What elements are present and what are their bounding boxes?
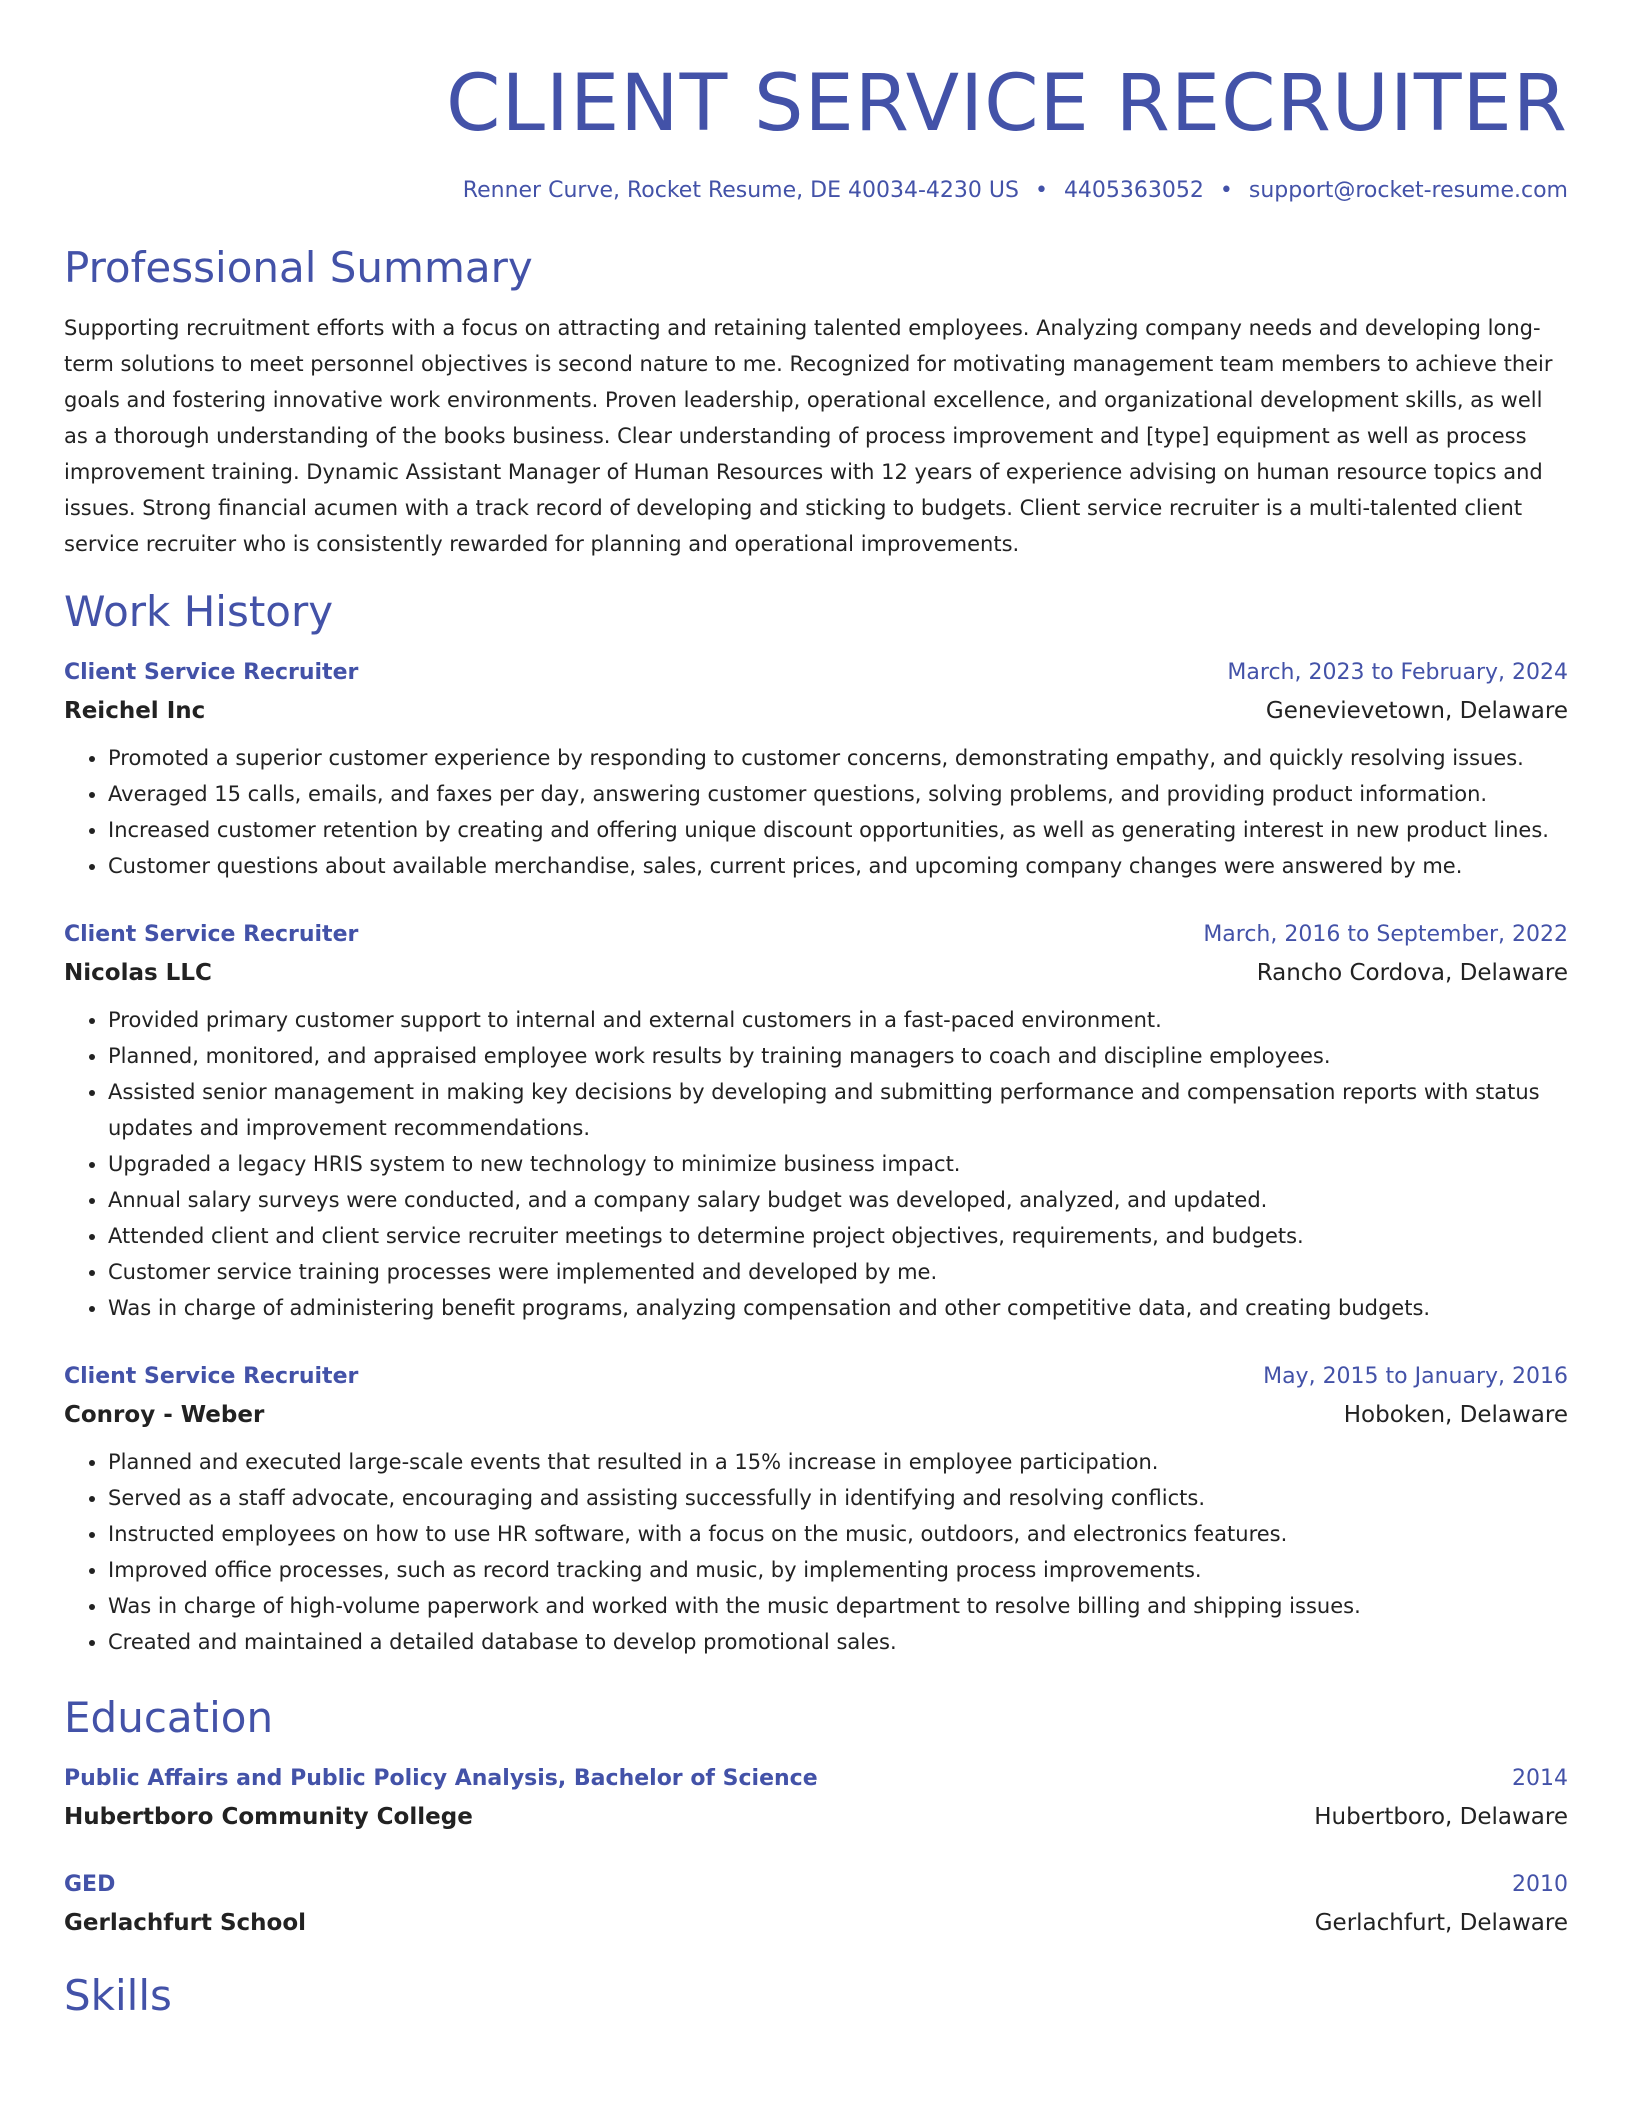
candidate-name: CLIENT SERVICE RECRUITER bbox=[446, 59, 1568, 149]
education-degree: Public Affairs and Public Policy Analysis, Bachelor of Science bbox=[64, 1766, 818, 1791]
education-school: Hubertboro Community College bbox=[64, 1804, 473, 1830]
job-entry bbox=[64, 916, 1568, 1326]
job-bullet: • Was in charge of administering benefit programs, analyzing compensation and other competitive data, and creating budgets. bbox=[108, 1290, 1568, 1326]
job-role: Client Service Recruiter bbox=[64, 922, 359, 947]
job-bullet: • Upgraded a legacy HRIS system to new technology to minimize business impact. bbox=[108, 1146, 1568, 1182]
contact-separator: • bbox=[1219, 178, 1233, 203]
job-bullet: • Increased customer retention by creating and offering unique discount opportunities, as well as generating interest in new product lines. bbox=[108, 812, 1568, 848]
job-title-row bbox=[64, 654, 1568, 692]
job-bullet: • Improved office processes, such as record tracking and music, by implementing process improvements. bbox=[108, 1552, 1568, 1588]
job-dates: March, 2023 to February, 2024 bbox=[1227, 660, 1568, 685]
job-bullets bbox=[64, 1002, 1568, 1326]
work-history-title: Work History bbox=[64, 587, 334, 636]
education-year: 2014 bbox=[1512, 1766, 1568, 1791]
education-title: Education bbox=[64, 1693, 274, 1742]
job-bullet: • Planned, monitored, and appraised employee work results by training managers to coach and discipline employees. bbox=[108, 1038, 1568, 1074]
summary-text: Supporting recruitment efforts with a focus on attracting and retaining talented employees. Analyzing company needs and developing long-term solutions to meet personnel objectives is second nature to me. Recognized for motivating management team members to achieve their goals and fostering innovative work environments. Proven leadership, operational excellence, and organizational development skills, as well as a thorough understanding of the books business. Clear understanding of process improvement and [type] equipment as well as process improvement training. Dynamic Assistant Manager of Human Resources with 12 years of experience advising on human resource topics and issues. Strong financial acumen with a track record of developing and sticking to budgets. Client service recruiter is a multi-talented client service recruiter who is consistently rewarded for planning and operational improvements. bbox=[64, 316, 1553, 556]
job-bullet: • Customer service training processes were implemented and developed by me. bbox=[108, 1254, 1568, 1290]
education-year: 2010 bbox=[1512, 1872, 1568, 1897]
job-company: Nicolas LLC bbox=[64, 960, 212, 986]
resume-header bbox=[64, 0, 1568, 206]
job-bullet: • Planned and executed large-scale events that resulted in a 15% increase in employee participation. bbox=[108, 1444, 1568, 1480]
education-school: Gerlachfurt School bbox=[64, 1910, 307, 1936]
work-history-section bbox=[64, 584, 1568, 1660]
summary-section bbox=[64, 240, 1568, 562]
job-dates: March, 2016 to September, 2022 bbox=[1203, 922, 1568, 947]
job-bullet: • Instructed employees on how to use HR software, with a focus on the music, outdoors, and electronics features. bbox=[108, 1516, 1568, 1552]
job-title-row bbox=[64, 916, 1568, 954]
education-entry bbox=[64, 1760, 1568, 1836]
job-bullet: • Promoted a superior customer experience by responding to customer concerns, demonstrating empathy, and quickly resolving issues. bbox=[108, 740, 1568, 776]
job-company-row bbox=[64, 1396, 1568, 1434]
job-bullet: • Annual salary surveys were conducted, and a company salary budget was developed, analyzed, and updated. bbox=[108, 1182, 1568, 1218]
job-bullet: • Served as a staff advocate, encouraging and assisting successfully in identifying and resolving conflicts. bbox=[108, 1480, 1568, 1516]
job-bullet: • Provided primary customer support to internal and external customers in a fast-paced environment. bbox=[108, 1002, 1568, 1038]
job-bullets bbox=[64, 1444, 1568, 1660]
education-entry bbox=[64, 1866, 1568, 1942]
contact-email: support@rocket-resume.com bbox=[1248, 178, 1568, 203]
job-entry bbox=[64, 654, 1568, 884]
contact-separator: • bbox=[1034, 178, 1048, 203]
job-entry bbox=[64, 1358, 1568, 1660]
job-bullet: • Customer questions about available merchandise, sales, current prices, and upcoming company changes were answered by me. bbox=[108, 848, 1568, 884]
job-bullet: • Averaged 15 calls, emails, and faxes per day, answering customer questions, solving problems, and providing product information. bbox=[108, 776, 1568, 812]
job-bullet: • Attended client and client service recruiter meetings to determine project objectives, requirements, and budgets. bbox=[108, 1218, 1568, 1254]
education-location: Gerlachfurt, Delaware bbox=[1314, 1910, 1568, 1936]
education-degree-row bbox=[64, 1866, 1568, 1904]
job-role: Client Service Recruiter bbox=[64, 660, 359, 685]
summary-title: Professional Summary bbox=[64, 243, 533, 292]
education-school-row bbox=[64, 1904, 1568, 1942]
job-location: Rancho Cordova, Delaware bbox=[1256, 960, 1568, 986]
job-company: Reichel Inc bbox=[64, 698, 206, 724]
education-location: Hubertboro, Delaware bbox=[1314, 1804, 1568, 1830]
job-bullet: • Assisted senior management in making key decisions by developing and submitting performance and compensation reports with status updates and improvement recommendations. bbox=[108, 1074, 1568, 1146]
contact-line bbox=[64, 176, 1568, 206]
skills-section bbox=[64, 1968, 1568, 2024]
education-degree: GED bbox=[64, 1872, 116, 1897]
job-location: Hoboken, Delaware bbox=[1343, 1402, 1568, 1428]
education-degree-row bbox=[64, 1760, 1568, 1798]
job-bullets bbox=[64, 740, 1568, 884]
contact-phone: 4405363052 bbox=[1063, 178, 1204, 203]
job-dates: May, 2015 to January, 2016 bbox=[1263, 1364, 1568, 1389]
job-title-row bbox=[64, 1358, 1568, 1396]
skills-title: Skills bbox=[64, 1971, 172, 2020]
job-company: Conroy - Weber bbox=[64, 1402, 265, 1428]
job-location: Genevievetown, Delaware bbox=[1265, 698, 1568, 724]
job-bullet: • Was in charge of high-volume paperwork and worked with the music department to resolve billing and shipping issues. bbox=[108, 1588, 1568, 1624]
job-bullet: • Created and maintained a detailed database to develop promotional sales. bbox=[108, 1624, 1568, 1660]
education-section bbox=[64, 1690, 1568, 1942]
job-company-row bbox=[64, 692, 1568, 730]
contact-address: Renner Curve, Rocket Resume, DE 40034-4230 US bbox=[462, 178, 1019, 203]
job-company-row bbox=[64, 954, 1568, 992]
job-role: Client Service Recruiter bbox=[64, 1364, 359, 1389]
education-school-row bbox=[64, 1798, 1568, 1836]
